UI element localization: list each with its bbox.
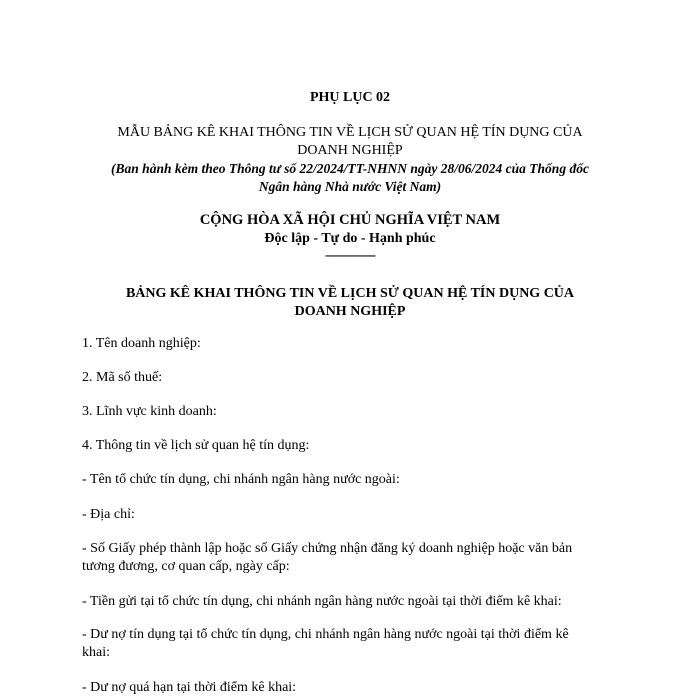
field-business-sector: 3. Lĩnh vực kinh doanh: [82, 404, 217, 419]
field-license-line-2: tương đương, cơ quan cấp, ngày cấp: [82, 559, 290, 574]
separator-line: --------------- [325, 247, 375, 262]
issued-note-line-1: (Ban hành kèm theo Thông tư số 22/2024/TT-NHNN ngày 28/06/2024 của Thống đốc [111, 161, 589, 176]
field-license-line-1: - Số Giấy phép thành lập hoặc số Giấy chứng nhận đăng ký doanh nghiệp hoặc văn bản [82, 541, 573, 556]
national-motto: Độc lập - Tự do - Hạnh phúc [264, 231, 436, 246]
field-license-info [82, 540, 627, 576]
field-deposits: - Tiền gửi tại tổ chức tín dụng, chi nhánh ngân hàng nước ngoài tại thời điểm kê khai: [82, 594, 562, 609]
field-tax-code: 2. Mã số thuế: [82, 370, 163, 385]
form-title-line-1: MẪU BẢNG KÊ KHAI THÔNG TIN VỀ LỊCH SỬ QUAN HỆ TÍN DỤNG CỦA [117, 125, 583, 140]
form-title [60, 124, 640, 160]
field-overdue-debt: - Dư nợ quá hạn tại thời điểm kê khai: [82, 680, 297, 695]
national-name: CỘNG HÒA XÃ HỘI CHỦ NGHĨA VIỆT NAM [199, 212, 501, 228]
field-company-name: 1. Tên doanh nghiệp: [82, 336, 201, 351]
document-title-line-2: DOANH NGHIỆP [294, 304, 406, 319]
issued-by-note [60, 160, 640, 196]
appendix-title: PHỤ LỤC 02 [309, 90, 391, 105]
field-address: - Địa chỉ: [82, 507, 135, 522]
field-outstanding-line-1: - Dư nợ tín dụng tại tổ chức tín dụng, chi nhánh ngân hàng nước ngoài tại thời điểm kê [82, 627, 569, 642]
field-outstanding-credit [82, 626, 627, 662]
issued-note-line-2: Ngân hàng Nhà nước Việt Nam) [258, 179, 442, 194]
field-outstanding-line-2: khai: [82, 645, 110, 660]
document-title-line-1: BẢNG KÊ KHAI THÔNG TIN VỀ LỊCH SỬ QUAN HỆ TÍN DỤNG CỦA [125, 286, 575, 301]
document-title [60, 285, 640, 321]
field-institution-name: - Tên tổ chức tín dụng, chi nhánh ngân hàng nước ngoài: [82, 472, 400, 487]
form-title-line-2: DOANH NGHIỆP [297, 143, 403, 158]
field-credit-history: 4. Thông tin về lịch sử quan hệ tín dụng: [82, 438, 310, 453]
